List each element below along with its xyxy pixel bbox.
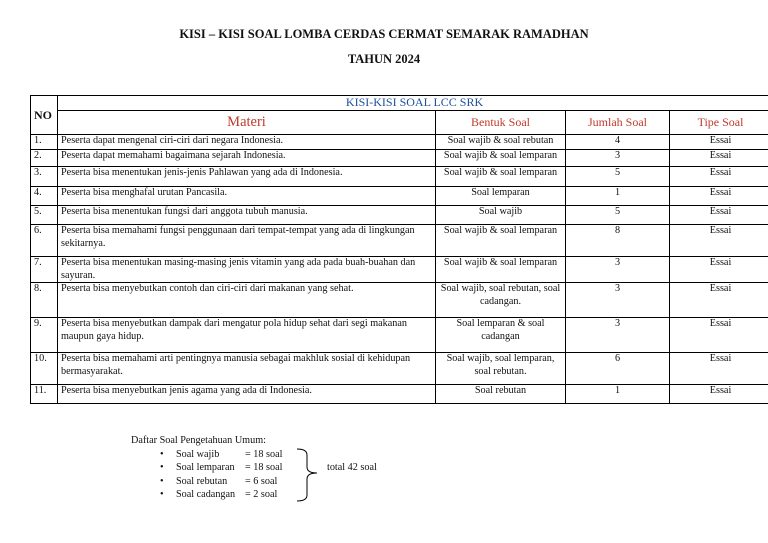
row-materi: Peserta bisa memahami arti pentingnya manusia sebagai makhluk sosial di kehidupan bermasyarakat. <box>58 353 436 385</box>
row-bentuk-soal: Soal wajib & soal lemparan <box>436 257 566 283</box>
row-tipe-soal: Essai <box>670 283 768 318</box>
summary-heading: Daftar Soal Pengetahuan Umum: <box>131 435 266 446</box>
row-jumlah-soal: 5 <box>566 206 670 225</box>
row-materi: Peserta bisa menentukan fungsi dari anggota tubuh manusia. <box>58 206 436 225</box>
row-materi: Peserta bisa menyebutkan jenis agama yang ada di Indonesia. <box>58 385 436 404</box>
table-row <box>31 257 768 283</box>
row-bentuk-soal: Soal lemparan <box>436 187 566 206</box>
row-bentuk-soal: Soal rebutan <box>436 385 566 404</box>
summary-item <box>160 488 282 501</box>
row-number: 11. <box>31 385 58 404</box>
row-materi: Peserta dapat memahami bagaimana sejarah Indonesia. <box>58 150 436 167</box>
row-tipe-soal: Essai <box>670 167 768 187</box>
summary-item-name: Soal rebutan <box>176 475 228 487</box>
row-jumlah-soal: 1 <box>566 187 670 206</box>
row-jumlah-soal: 1 <box>566 385 670 404</box>
row-bentuk-soal: Soal lemparan & soal cadangan <box>436 318 566 353</box>
row-bentuk-soal: Soal wajib, soal lemparan, soal rebutan. <box>436 353 566 385</box>
row-number: 9. <box>31 318 58 353</box>
row-jumlah-soal: 3 <box>566 150 670 167</box>
summary-item-value: = 18 soal <box>245 462 283 474</box>
brace-icon <box>295 447 323 503</box>
table-row <box>31 135 768 150</box>
document-title: KISI – KISI SOAL LOMBA CERDAS CERMAT SEMARAK RAMADHAN <box>179 27 589 41</box>
summary-item <box>160 461 282 474</box>
column-header-no: NO <box>31 96 58 135</box>
row-materi: Peserta dapat mengenal ciri-ciri dari negara Indonesia. <box>58 135 436 150</box>
summary-item <box>160 448 282 461</box>
row-jumlah-soal: 5 <box>566 167 670 187</box>
row-jumlah-soal: 6 <box>566 353 670 385</box>
document-subtitle: TAHUN 2024 <box>347 52 421 66</box>
table-row <box>31 167 768 187</box>
row-jumlah-soal: 8 <box>566 225 670 257</box>
bullet-icon: • <box>160 449 164 460</box>
column-header-tipe-soal: Tipe Soal <box>670 111 768 135</box>
row-jumlah-soal: 4 <box>566 135 670 150</box>
row-number: 8. <box>31 283 58 318</box>
summary-list <box>160 448 282 501</box>
column-header-jumlah-soal: Jumlah Soal <box>566 111 670 135</box>
row-jumlah-soal: 3 <box>566 283 670 318</box>
summary-item-name: Soal cadangan <box>176 488 236 500</box>
row-number: 7. <box>31 257 58 283</box>
row-number: 5. <box>31 206 58 225</box>
summary-total: total 42 soal <box>327 462 377 473</box>
row-materi: Peserta bisa menghafal urutan Pancasila. <box>58 187 436 206</box>
row-bentuk-soal: Soal wajib & soal rebutan <box>436 135 566 150</box>
table-caption: KISI-KISI SOAL LCC SRK <box>58 96 768 111</box>
row-number: 6. <box>31 225 58 257</box>
summary-item-value: = 2 soal <box>245 488 278 500</box>
bullet-icon: • <box>160 488 164 500</box>
bullet-icon: • <box>160 475 164 487</box>
row-tipe-soal: Essai <box>670 225 768 257</box>
row-materi: Peserta bisa menyebutkan dampak dari mengatur pola hidup sehat dari segi makanan maupun gaya hidup. <box>58 318 436 353</box>
table-row <box>31 225 768 257</box>
bullet-icon: • <box>160 462 164 474</box>
summary-item <box>160 475 282 488</box>
row-tipe-soal: Essai <box>670 353 768 385</box>
table-row <box>31 150 768 167</box>
row-tipe-soal: Essai <box>670 187 768 206</box>
row-materi: Peserta bisa menentukan masing-masing jenis vitamin yang ada pada buah-buahan dan sayuran. <box>58 257 436 283</box>
summary-item-value: = 18 soal <box>245 449 283 460</box>
column-header-bentuk-soal: Bentuk Soal <box>436 111 566 135</box>
row-jumlah-soal: 3 <box>566 318 670 353</box>
table-row <box>31 385 768 404</box>
row-number: 1. <box>31 135 58 150</box>
row-number: 2. <box>31 150 58 167</box>
table-row <box>31 206 768 225</box>
row-tipe-soal: Essai <box>670 318 768 353</box>
row-tipe-soal: Essai <box>670 150 768 167</box>
row-bentuk-soal: Soal wajib & soal lemparan <box>436 167 566 187</box>
table-row <box>31 283 768 318</box>
row-bentuk-soal: Soal wajib & soal lemparan <box>436 150 566 167</box>
kisi-kisi-table <box>30 95 768 404</box>
row-bentuk-soal: Soal wajib & soal lemparan <box>436 225 566 257</box>
row-number: 3. <box>31 167 58 187</box>
row-jumlah-soal: 3 <box>566 257 670 283</box>
summary-item-name: Soal wajib <box>176 449 220 460</box>
row-number: 4. <box>31 187 58 206</box>
row-materi: Peserta bisa memahami fungsi penggunaan dari tempat-tempat yang ada di lingkungan sekitarnya. <box>58 225 436 257</box>
table-row <box>31 187 768 206</box>
table-row <box>31 353 768 385</box>
column-header-materi: Materi <box>58 111 436 135</box>
row-tipe-soal: Essai <box>670 385 768 404</box>
row-tipe-soal: Essai <box>670 257 768 283</box>
row-materi: Peserta bisa menyebutkan contoh dan ciri-ciri dari makanan yang sehat. <box>58 283 436 318</box>
row-bentuk-soal: Soal wajib <box>436 206 566 225</box>
row-bentuk-soal: Soal wajib, soal rebutan, soal cadangan. <box>436 283 566 318</box>
row-materi: Peserta bisa menentukan jenis-jenis Pahlawan yang ada di Indonesia. <box>58 167 436 187</box>
summary-item-name: Soal lemparan <box>176 462 235 474</box>
row-tipe-soal: Essai <box>670 206 768 225</box>
table-row <box>31 318 768 353</box>
row-number: 10. <box>31 353 58 385</box>
row-tipe-soal: Essai <box>670 135 768 150</box>
summary-item-value: = 6 soal <box>245 475 278 487</box>
